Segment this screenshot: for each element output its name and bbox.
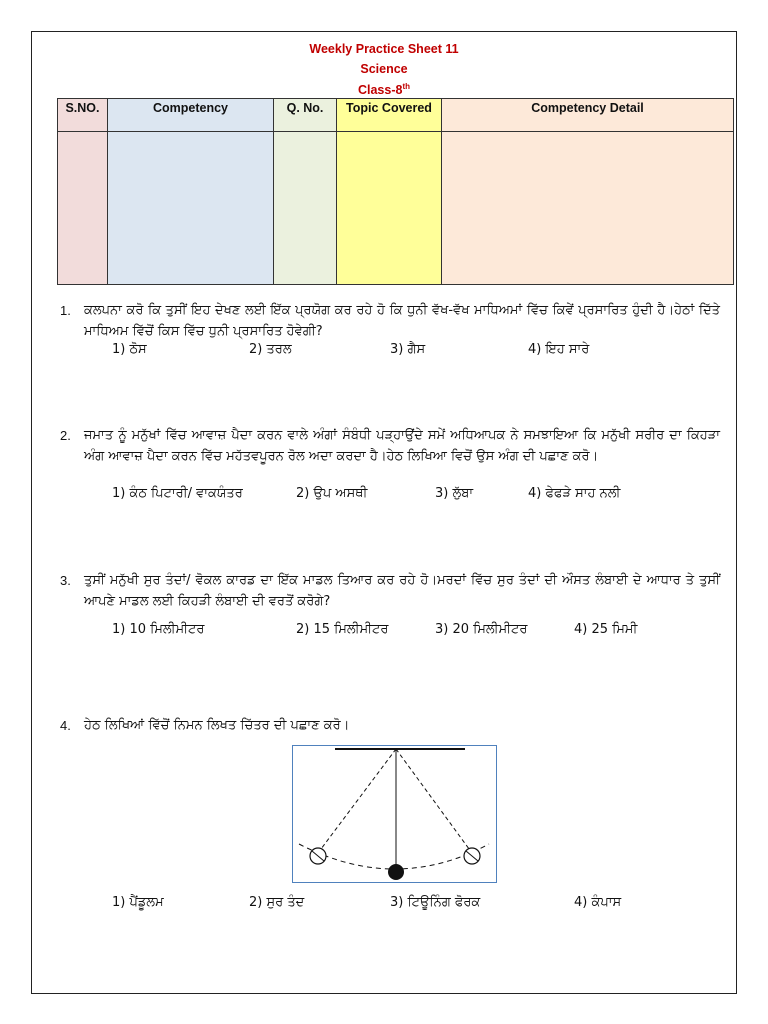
option: 4) ਫੇਫੜੇ ਸਾਹ ਨਲੀ (528, 486, 621, 501)
header-topic: Topic Covered (337, 99, 442, 132)
subject-title: Science (360, 62, 408, 76)
pendulum-figure (292, 745, 497, 883)
header-qno: Q. No. (274, 99, 337, 132)
option: 4) ਇਹ ਸਾਰੇ (528, 342, 590, 357)
option: 3) ਟਿਊਨਿੰਗ ਫੋਰਕ (390, 895, 481, 910)
cell-sno (58, 132, 108, 285)
option: 1) ਕੰਠ ਪਿਟਾਰੀ/ ਵਾਕਯੰਤਰ (112, 486, 243, 501)
question-number: 2. (60, 428, 71, 443)
option: 4) 25 ਮਿਮੀ (574, 622, 638, 637)
option: 3) ਲੁੱਬਾ (435, 486, 474, 501)
option: 1) ਪੈਂਡੂਲਮ (112, 895, 164, 910)
option: 2) ਤਰਲ (249, 342, 292, 357)
option: 4) ਕੰਪਾਸ (574, 895, 622, 910)
question-4 (60, 715, 720, 736)
sheet-title: Weekly Practice Sheet 11 (309, 42, 459, 56)
question-1 (60, 300, 720, 342)
header-competency: Competency (108, 99, 274, 132)
options-1 (112, 342, 712, 364)
header-detail: Competency Detail (442, 99, 734, 132)
options-3 (112, 622, 712, 644)
option: 2) ਉਪ ਅਸਥੀ (296, 486, 368, 501)
question-number: 3. (60, 573, 71, 588)
options-4 (112, 895, 712, 917)
cell-topic (337, 132, 442, 285)
option: 1) ਠੋਸ (112, 342, 147, 357)
question-text: ਕਲਪਨਾ ਕਰੋ ਕਿ ਤੁਸੀਂ ਇਹ ਦੇਖਣ ਲਈ ਇੱਕ ਪ੍ਰਯੋਗ ਕਰ ਰਹੇ ਹੋ ਕਿ ਧੁਨੀ ਵੱਖ-ਵੱਖ ਮਾਧਿਅਮਾਂ ਵਿੱਚ ਕਿਵੇਂ ਪ੍ਰਸਾਰਿਤ ਹੁੰਦੀ ਹੈ।ਹੇਠਾਂ ਦਿੱਤੇ ਮਾਧਿਅਮ ਵਿੱਚੋਂ ਕਿਸ ਵਿੱਚ ਧੁਨੀ ਪ੍ਰਸਾਰਿਤ ਹੋਵੇਗੀ? (84, 303, 720, 339)
cell-qno (274, 132, 337, 285)
option: 1) 10 ਮਿਲੀਮੀਟਰ (112, 622, 205, 637)
options-2 (112, 486, 712, 508)
question-number: 1. (60, 303, 71, 318)
question-text: ਤੁਸੀਂ ਮਨੁੱਖੀ ਸੁਰ ਤੰਦਾਂ/ ਵੋਕਲ ਕਾਰਡ ਦਾ ਇੱਕ ਮਾਡਲ ਤਿਆਰ ਕਰ ਰਹੇ ਹੋ।ਮਰਦਾਂ ਵਿੱਚ ਸੁਰ ਤੰਦਾਂ ਦੀ ਔਸਤ ਲੰਬਾਈ ਦੇ ਆਧਾਰ ਤੇ ਤੁਸੀਂ ਆਪਣੇ ਮਾਡਲ ਲਈ ਕਿਹੜੀ ਲੰਬਾਈ ਦੀ ਵਰਤੋਂ ਕਰੋਗੇ? (84, 573, 720, 609)
option: 2) 15 ਮਿਲੀਮੀਟਰ (296, 622, 389, 637)
question-number: 4. (60, 718, 71, 733)
option: 3) 20 ਮਿਲੀਮੀਟਰ (435, 622, 528, 637)
pendulum-illustration (293, 746, 495, 881)
question-3 (60, 570, 720, 612)
cell-competency (108, 132, 274, 285)
competency-table (57, 98, 734, 285)
question-text: ਜਮਾਤ ਨੂੰ ਮਨੁੱਖਾਂ ਵਿੱਚ ਆਵਾਜ਼ ਪੈਦਾ ਕਰਨ ਵਾਲੇ ਅੰਗਾਂ ਸੰਬੰਧੀ ਪੜ੍ਹਾਉਂਦੇ ਸਮੇਂ ਅਧਿਆਪਕ ਨੇ ਸਮਝਾਇਆ ਕਿ ਮਨੁੱਖੀ ਸਰੀਰ ਦਾ ਕਿਹੜਾ ਅੰਗ ਆਵਾਜ਼ ਪੈਦਾ ਕਰਨ ਵਿੱਚ ਮਹੱਤਵਪੂਰਨ ਰੋਲ ਅਦਾ ਕਰਦਾ ਹੈ।ਹੇਠ ਲਿਖਿਆ ਵਿਚੋਂ ਉਸ ਅੰਗ ਦੀ ਪਛਾਣ ਕਰੋ। (84, 428, 720, 464)
question-text: ਹੇਠ ਲਿਖਿਆਂ ਵਿੱਚੋਂ ਨਿਮਨ ਲਿਖਤ ਚਿੱਤਰ ਦੀ ਪਛਾਣ ਕਰੋ। (84, 718, 350, 733)
question-2 (60, 425, 720, 467)
option: 2) ਸੁਰ ਤੰਦ (249, 895, 305, 910)
header-sno: S.NO. (58, 99, 108, 132)
option: 3) ਗੈਸ (390, 342, 426, 357)
cell-detail (442, 132, 734, 285)
class-title: Class-8th (357, 82, 411, 97)
